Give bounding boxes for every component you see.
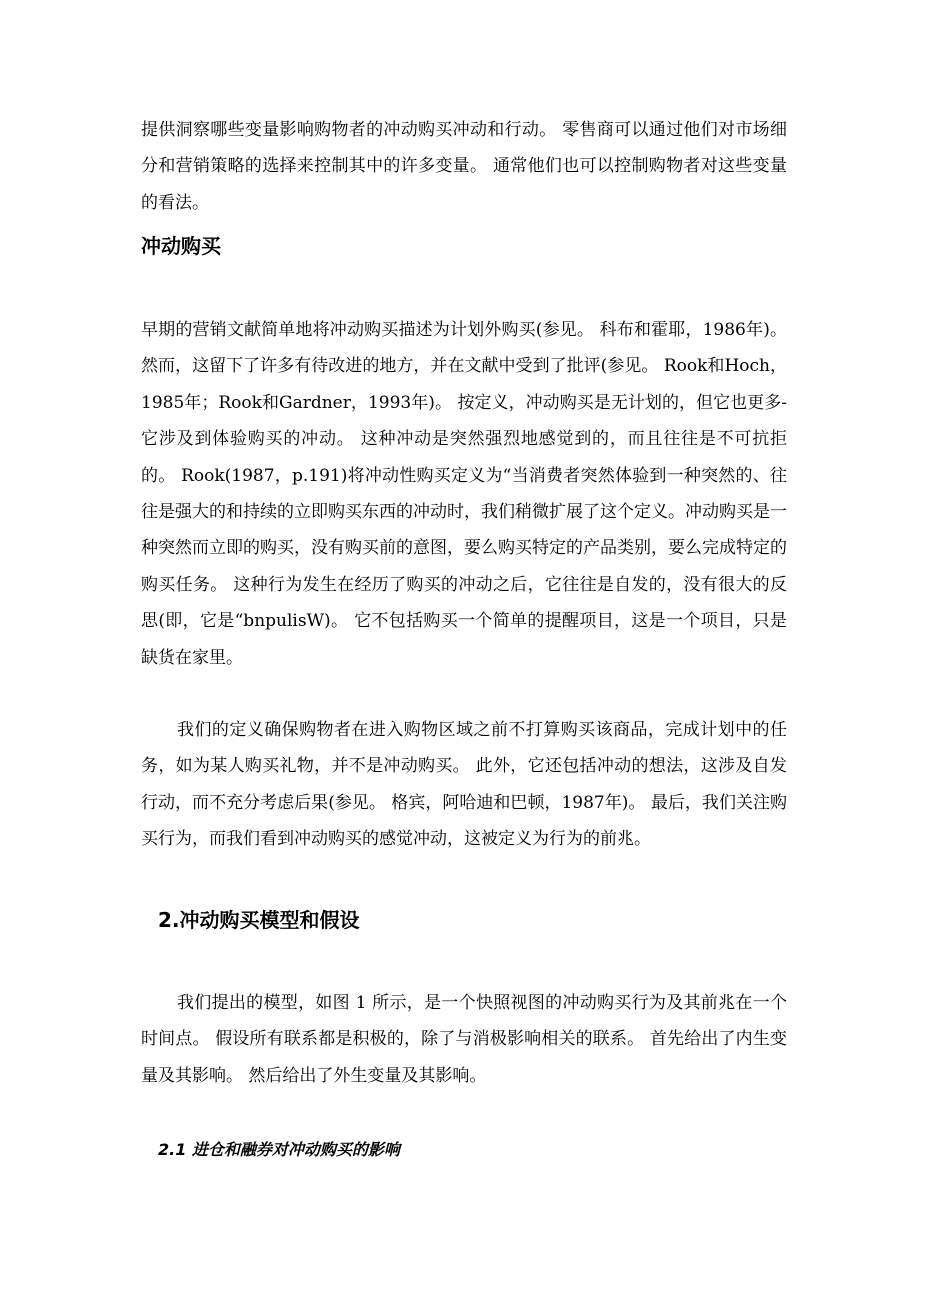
body-paragraph-4: 我们提出的模型，如图 1 所示，是一个快照视图的冲动购买行为及其前兆在一个时间点。 假设所有联系都是积极的，除了与消极影响相关的联系。 首先给出了内生变量及其影响。 然后给出了外生变量及其影响。 [141, 993, 787, 1086]
section-heading-impulse-buying: 冲动购买 [141, 234, 221, 258]
subsection-heading-2-1: 2.1 进仓和融券对冲动购买的影响 [158, 1140, 400, 1159]
body-paragraph-2: 早期的营销文献简单地将冲动购买描述为计划外购买(参见。 科布和霍耶，1986年)。 然而，这留下了许多有待改进的地方，并在文献中受到了批评(参见。 Rook和Hoch，1985年；Rook和Gardner，1993年)。 按定义，冲动购买是无计划的，但它也更多-它涉及到体验购买的冲动。 这种冲动是突然强烈地感觉到的，而且往往是不可抗拒的。 Rook(1987，p.191)将冲动性购买定义为“当消费者突然体验到一种突然的、往往是强大的和持续的立即购买东西的冲动时，我们稍微扩展了这个定义。冲动购买是一种突然而立即的购买，没有购买前的意图，要么购买特定的产品类别，要么完成特定的购买任务。 这种行为发生在经历了购买的冲动之后，它往往是自发的，没有很大的反思(即，它是“bnpulisW)。 它不包括购买一个简单的提醒项目，这是一个项目，只是缺货在家里。 [141, 320, 787, 668]
body-paragraph-3: 我们的定义确保购物者在进入购物区域之前不打算购买该商品，完成计划中的任务，如为某人购买礼物，并不是冲动购买。 此外，它还包括冲动的想法，这涉及自发行动，而不充分考虑后果(参见。 格宾，阿哈迪和巴顿，1987年)。 最后，我们关注购买行为，而我们看到冲动购买的感觉冲动，这被定义为行为的前兆。 [141, 720, 787, 850]
section-heading-2: 2.冲动购买模型和假设 [158, 908, 360, 932]
body-paragraph-1: 提供洞察哪些变量影响购物者的冲动购买冲动和行动。 零售商可以通过他们对市场细分和营销策略的选择来控制其中的许多变量。 通常他们也可以控制购物者对这些变量的看法。 [141, 120, 787, 213]
